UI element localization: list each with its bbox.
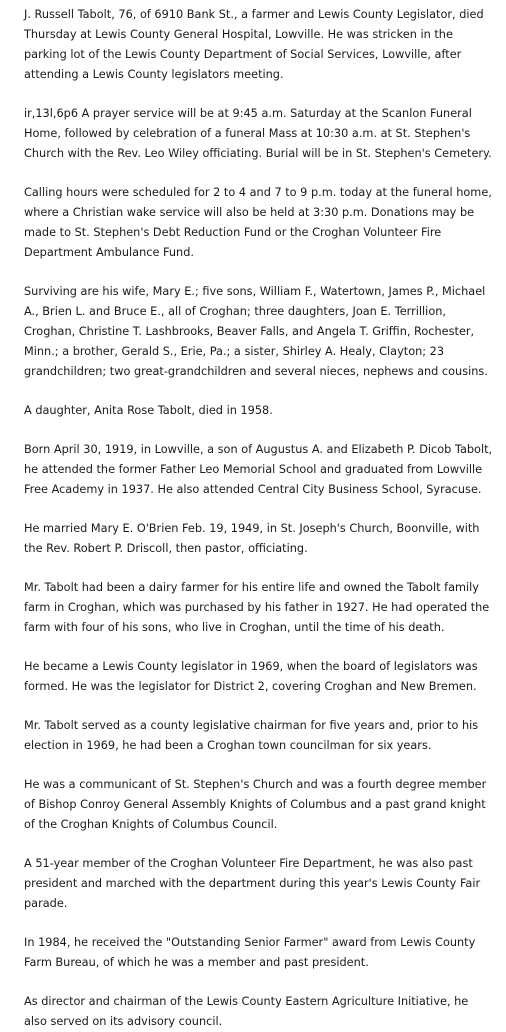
paragraph-church: He was a communicant of St. Stephen's Church and was a fourth degree member of Bishop Conroy General Assembly Knights of Columbus and a past grand knight of the Croghan Knights of Columbus Council.: [24, 778, 487, 831]
paragraph-agriculture-initiative: As director and chairman of the Lewis County Eastern Agriculture Initiative, he also served on its advisory council.: [24, 995, 469, 1028]
paragraph-early-life: Born April 30, 1919, in Lowville, a son of Augustus A. and Elizabeth P. Dicob Tabolt, he attended the former Father Leo Memorial School and graduated from Lowville Free Academy in 1937. He also attended Central City Business School, Syracuse.: [24, 443, 493, 496]
paragraph-fire-department: A 51-year member of the Croghan Volunteer Fire Department, he was also past president and marched with the department during this year's Lewis County Fair parade.: [24, 857, 481, 910]
paragraph-chairman: Mr. Tabolt served as a county legislative chairman for five years and, prior to his election in 1969, he had been a Croghan town councilman for six years.: [24, 719, 479, 752]
paragraph-legislator: He became a Lewis County legislator in 1969, when the board of legislators was formed. He was the legislator for District 2, covering Croghan and New Bremen.: [24, 660, 478, 693]
paragraph-calling-hours: Calling hours were scheduled for 2 to 4 and 7 to 9 p.m. today at the funeral home, where a Christian wake service will also be held at 3:30 p.m. Donations may be made to St. Stephen's Debt Reduction Fund or the Croghan Volunteer Fire Department Ambulance Fund.: [24, 186, 492, 259]
paragraph-survivors: Surviving are his wife, Mary E.; five sons, William F., Watertown, James P., Michael A., Brien L. and Bruce E., all of Croghan; three daughters, Joan E. Terrillion, Croghan, Christine T. Lashbrooks, Beaver Falls, and Angela T. Griffin, Rochester, Minn.; a brother, Gerald S., Erie, Pa.; a sister, Shirley A. Healy, Clayton; 23 grandchildren; two great-grandchildren and several nieces, nephews and cousins.: [24, 285, 488, 378]
paragraph-award: In 1984, he received the "Outstanding Senior Farmer" award from Lewis County Farm Bureau, of which he was a member and past president.: [24, 936, 476, 969]
paragraph-farming: Mr. Tabolt had been a dairy farmer for his entire life and owned the Tabolt family farm in Croghan, which was purchased by his father in 1927. He had operated the farm with four of his sons, who live in Croghan, until the time of his death.: [24, 581, 490, 634]
paragraph-predeceased: A daughter, Anita Rose Tabolt, died in 1958.: [24, 404, 273, 417]
paragraph-services: ir,13l,6p6 A prayer service will be at 9:45 a.m. Saturday at the Scanlon Funeral Home, followed by celebration of a funeral Mass at 10:30 a.m. at St. Stephen's Church with the Rev. Leo Wiley officiating. Burial will be in St. Stephen's Cemetery.: [24, 107, 492, 160]
paragraph-marriage: He married Mary E. O'Brien Feb. 19, 1949, in St. Joseph's Church, Boonville, with the Rev. Robert P. Driscoll, then pastor, officiating.: [24, 522, 480, 555]
paragraph-intro: J. Russell Tabolt, 76, of 6910 Bank St., a farmer and Lewis County Legislator, died Thursday at Lewis County General Hospital, Lowville. He was stricken in the parking lot of the Lewis County Department of Social Services, Lowville, after attending a Lewis County legislators meeting.: [24, 8, 484, 81]
